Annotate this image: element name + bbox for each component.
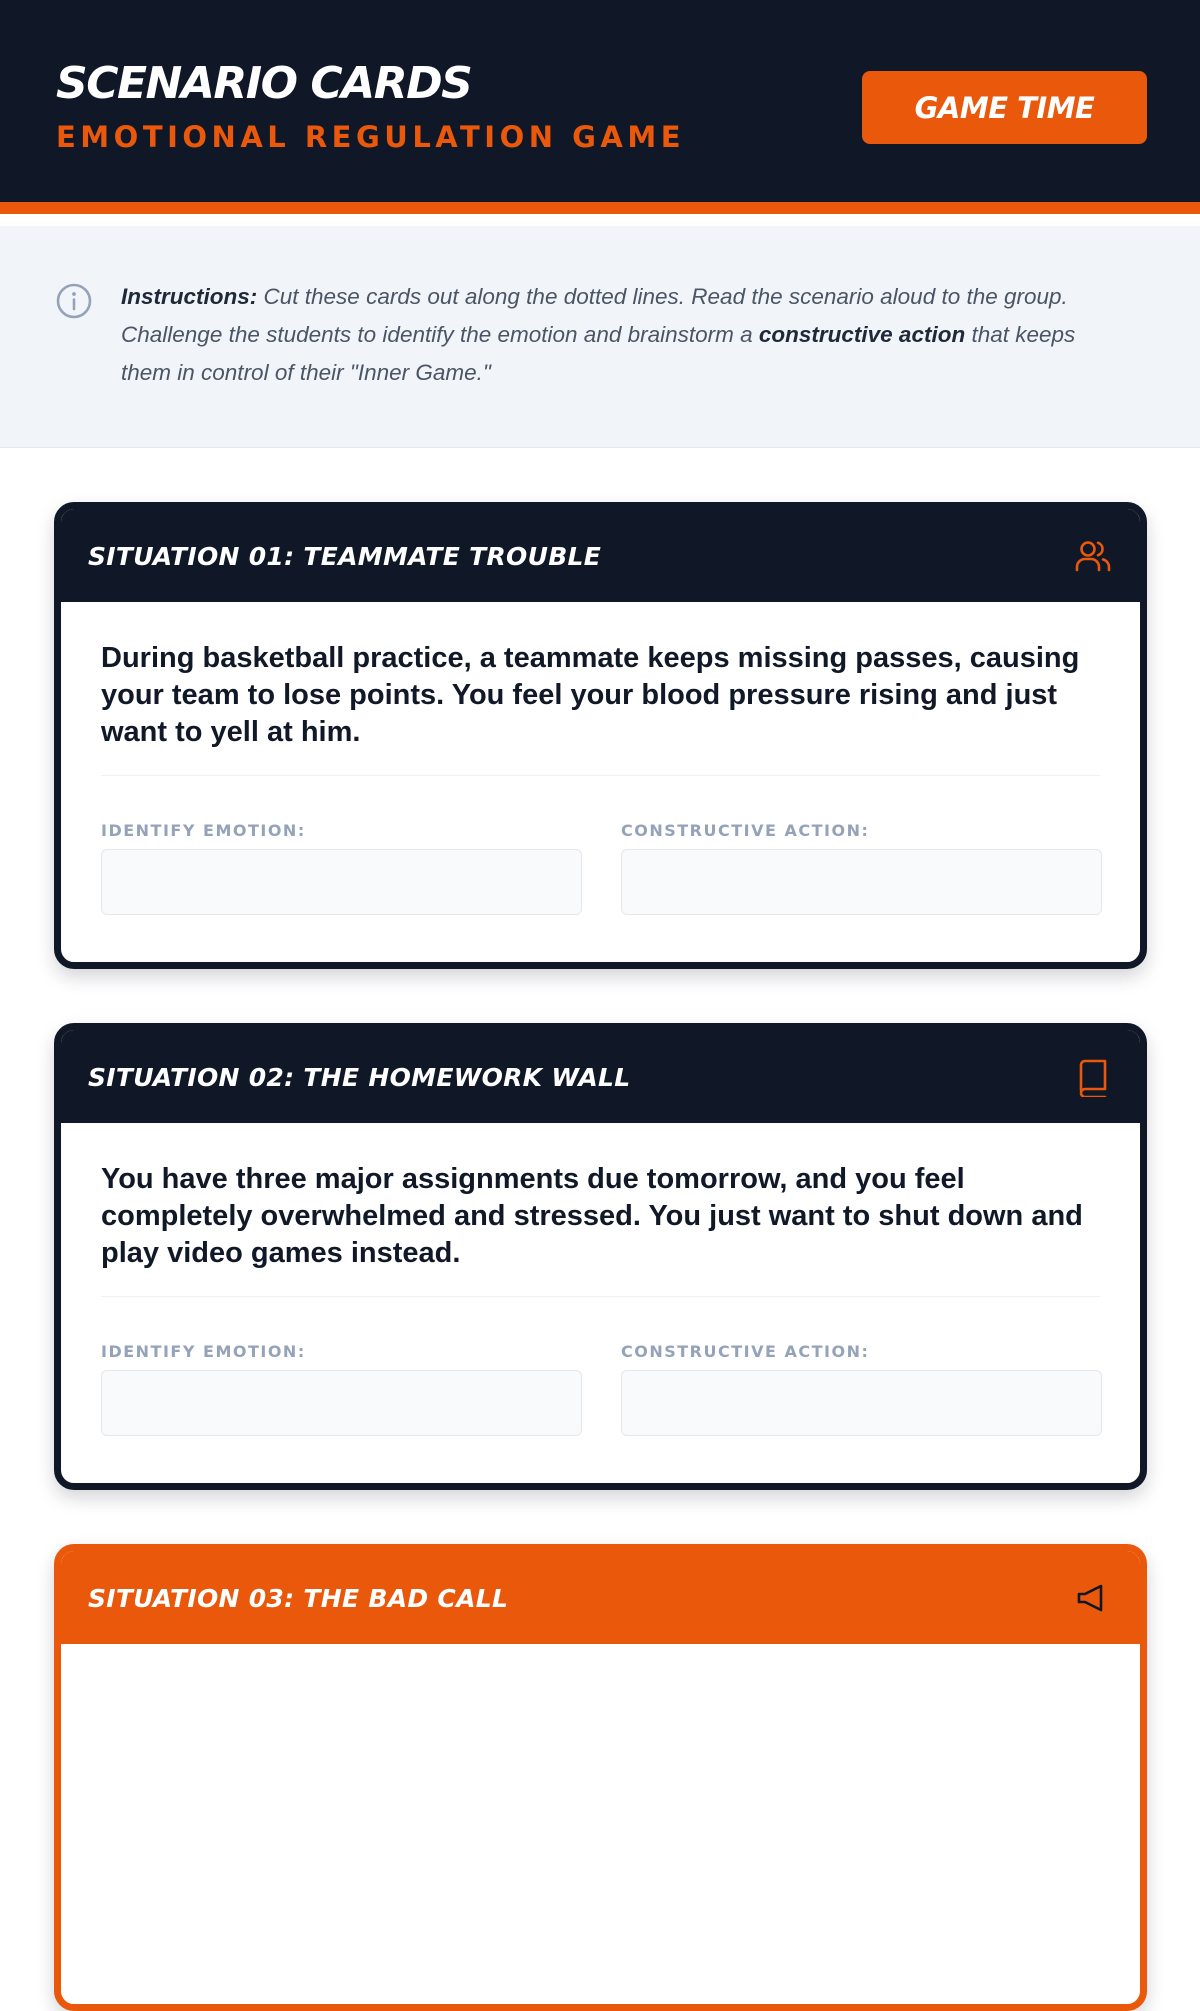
instructions-panel xyxy=(0,226,1200,448)
scenario-card xyxy=(54,1023,1147,1490)
card-title: SITUATION 01: TEAMMATE TROUBLE xyxy=(88,542,602,571)
game-time-button[interactable]: GAME TIME xyxy=(862,71,1147,144)
instructions-body: Cut these cards out along the dotted lines. Read the scenario aloud to the group. Challenge the students to identify the emotion and brainstorm a xyxy=(121,284,1068,347)
constructive-action-label: CONSTRUCTIVE ACTION: xyxy=(621,1342,870,1361)
scenario-card xyxy=(54,1544,1147,2011)
instructions-body-end: that keeps them in control of their "Inner Game." xyxy=(121,322,1076,385)
card-header xyxy=(61,1030,1140,1123)
scenario-card xyxy=(54,502,1147,969)
constructive-action-label: CONSTRUCTIVE ACTION: xyxy=(621,821,870,840)
identify-emotion-label: IDENTIFY EMOTION: xyxy=(101,1342,306,1361)
identify-emotion-label: IDENTIFY EMOTION: xyxy=(101,821,306,840)
card-body xyxy=(61,602,1140,967)
megaphone-icon xyxy=(1073,1578,1113,1618)
card-header xyxy=(61,1551,1140,1644)
scenario-text: During basketball practice, a teammate keeps missing passes, causing your team to lose points. You feel your blood pressure rising and just want to yell at him. xyxy=(101,642,1080,748)
instructions-emphasis: constructive action xyxy=(758,322,966,347)
scenario-text: You have three major assignments due tomorrow, and you feel completely overwhelmed and stressed. You just want to shut down and play video games instead. xyxy=(101,1163,1083,1269)
card-body xyxy=(61,1123,1140,1488)
page-subtitle: EMOTIONAL REGULATION GAME xyxy=(56,120,686,154)
info-icon xyxy=(56,283,92,319)
users-icon xyxy=(1073,536,1113,576)
card-title: SITUATION 03: THE BAD CALL xyxy=(88,1584,509,1613)
card-divider xyxy=(101,1296,1100,1297)
card-header xyxy=(61,509,1140,602)
identify-emotion-field[interactable] xyxy=(101,1370,582,1436)
page-title: SCENARIO CARDS xyxy=(56,58,472,109)
book-icon xyxy=(1073,1057,1113,1097)
constructive-action-field[interactable] xyxy=(621,1370,1102,1436)
card-divider xyxy=(101,775,1100,776)
instructions-text xyxy=(121,278,1131,392)
card-title: SITUATION 02: THE HOMEWORK WALL xyxy=(88,1063,631,1092)
instructions-label: Instructions: xyxy=(121,284,258,309)
identify-emotion-field[interactable] xyxy=(101,849,582,915)
page-header xyxy=(0,0,1200,214)
constructive-action-field[interactable] xyxy=(621,849,1102,915)
